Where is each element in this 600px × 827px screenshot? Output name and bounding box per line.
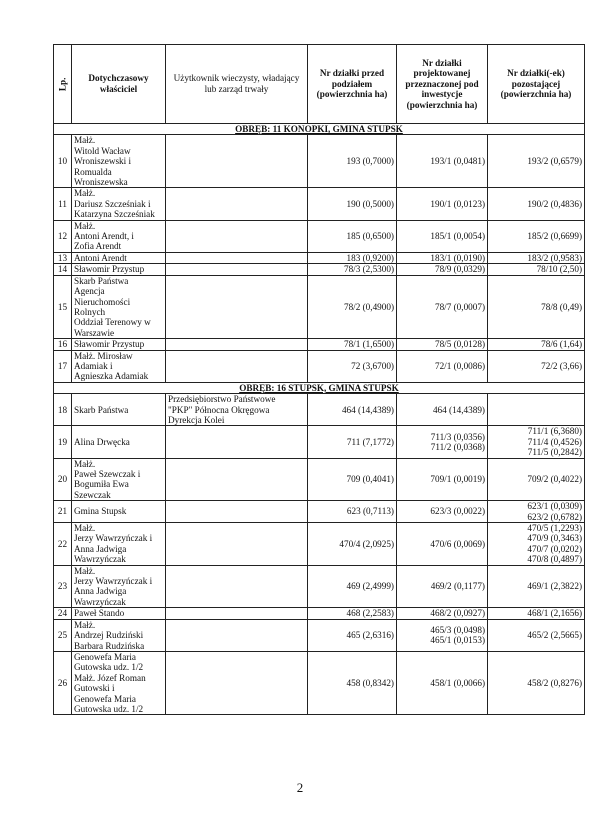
plot-before-cell xyxy=(308,458,397,501)
plot-before-cell xyxy=(308,350,397,382)
owner-line: Oddział Terenowy w xyxy=(74,317,151,328)
owner-line: Adamiak i xyxy=(74,360,113,371)
user-cell xyxy=(166,523,308,566)
row-number: 20 xyxy=(54,458,72,501)
plot-remaining-cell xyxy=(488,135,585,188)
user-cell xyxy=(166,458,308,501)
owner-line: Paweł Szewczak i xyxy=(74,469,141,479)
plot-investment-line: 465/3 (0,0498) xyxy=(430,624,485,635)
table-row xyxy=(54,565,585,608)
owner-line: Andrzej Rudziński xyxy=(74,630,144,641)
owner-line: Dariusz Szcześniak i xyxy=(74,198,151,209)
plot-remaining-cell xyxy=(488,188,585,220)
owner-cell xyxy=(72,350,166,382)
row-number: 12 xyxy=(54,220,72,252)
plot-before-cell xyxy=(308,339,397,350)
owner-line: Bogumiła Ewa xyxy=(74,479,129,490)
row-number: 19 xyxy=(54,426,72,458)
table-row xyxy=(54,458,585,501)
owner-line: Małż. xyxy=(74,619,96,630)
plot-remaining-cell xyxy=(488,394,585,426)
plot-before-line: 190 (0,5000) xyxy=(346,198,394,209)
owner-line: Jerzy Wawrzyńczak i xyxy=(74,533,153,544)
plot-before-cell xyxy=(308,619,397,651)
owner-line: Wawrzyńczak xyxy=(74,596,126,607)
plot-investment-cell xyxy=(397,264,488,275)
plot-before-cell xyxy=(308,651,397,714)
owner-line: Genowefa Maria xyxy=(74,651,136,662)
plot-before-line: 458 (0,8342) xyxy=(346,677,394,688)
owner-cell xyxy=(72,188,166,220)
owner-line: Gutowska udz. 1/2 xyxy=(74,662,144,673)
row-number: 21 xyxy=(54,501,72,523)
plot-before-cell xyxy=(308,501,397,523)
table-row xyxy=(54,651,585,714)
plot-remaining-cell xyxy=(488,619,585,651)
plot-investment-cell xyxy=(397,565,488,608)
owner-line: Alina Drwęcka xyxy=(74,436,130,447)
user-cell xyxy=(166,651,308,714)
owner-line: Szewczak xyxy=(74,489,111,500)
plot-investment-line: 458/1 (0,0066) xyxy=(430,677,485,688)
table-row xyxy=(54,135,585,188)
user-cell xyxy=(166,135,308,188)
table-header-row xyxy=(54,45,585,124)
header-lp: Lp. xyxy=(54,45,72,124)
row-number: 25 xyxy=(54,619,72,651)
plot-remaining-cell xyxy=(488,501,585,523)
plot-investment-cell xyxy=(397,188,488,220)
user-cell xyxy=(166,501,308,523)
owner-line: Małż. Józef Roman xyxy=(74,672,146,683)
table-row xyxy=(54,523,585,566)
owner-cell xyxy=(72,220,166,252)
owner-line: Romualda xyxy=(74,166,112,177)
owner-line: Anna Jadwiga xyxy=(74,586,127,597)
owner-cell xyxy=(72,501,166,523)
owner-line: Wawrzyńczak xyxy=(74,554,126,565)
header-owner: Dotychczasowy właściciel xyxy=(72,45,166,124)
table-row xyxy=(54,350,585,382)
user-cell xyxy=(166,252,308,263)
plot-investment-line: 193/1 (0,0481) xyxy=(430,156,485,167)
table-row xyxy=(54,426,585,458)
owner-line: Małż. xyxy=(74,135,96,146)
plot-before-cell xyxy=(308,135,397,188)
plot-before-line: 465 (2,6316) xyxy=(346,630,394,641)
owner-line: Małż. xyxy=(74,458,96,469)
plot-remaining-line: 78/8 (0,49) xyxy=(541,301,582,312)
plot-remaining-line: 190/2 (0,4836) xyxy=(527,198,582,209)
plot-investment-line: 78/7 (0,0007) xyxy=(434,301,485,312)
plot-remaining-cell xyxy=(488,426,585,458)
plot-remaining-line: 470/7 (0,0202) xyxy=(527,543,582,554)
owner-cell xyxy=(72,619,166,651)
plot-investment-cell xyxy=(397,608,488,619)
user-cell xyxy=(166,188,308,220)
user-cell xyxy=(166,339,308,350)
owner-cell xyxy=(72,252,166,263)
row-number: 15 xyxy=(54,275,72,338)
land-register-table xyxy=(53,44,585,715)
owner-cell xyxy=(72,651,166,714)
plot-investment-cell xyxy=(397,252,488,263)
plot-investment-line: 72/1 (0,0086) xyxy=(434,360,485,371)
owner-line: Małż. xyxy=(74,523,96,534)
owner-line: Agencja xyxy=(74,286,105,297)
owner-cell xyxy=(72,608,166,619)
plot-investment-cell xyxy=(397,619,488,651)
user-cell xyxy=(166,565,308,608)
owner-line: Wroniszewska xyxy=(74,177,128,188)
plot-before-line: 623 (0,7113) xyxy=(346,506,394,517)
owner-line: Barbara Rudzińska xyxy=(74,640,145,651)
table-row xyxy=(54,220,585,252)
plot-remaining-cell xyxy=(488,264,585,275)
plot-investment-line: 465/1 (0,0153) xyxy=(430,635,485,646)
section-title: OBRĘB: 16 STUPSK, GMINA STUPSK xyxy=(54,382,585,393)
owner-line: Witold Wacław xyxy=(74,145,131,156)
plot-before-line: 709 (0,4041) xyxy=(346,474,394,485)
owner-line: Sławomir Przystup xyxy=(74,264,145,275)
plot-remaining-line: 711/5 (0,2842) xyxy=(527,447,582,458)
plot-investment-line: 623/3 (0,0022) xyxy=(430,506,485,517)
plot-investment-cell xyxy=(397,339,488,350)
plot-before-cell xyxy=(308,275,397,338)
plot-before-cell xyxy=(308,220,397,252)
plot-investment-line: 78/9 (0,0329) xyxy=(434,264,485,275)
plot-remaining-line: 78/10 (2,50) xyxy=(536,264,582,275)
plot-before-line: 183 (0,9200) xyxy=(346,252,394,263)
owner-line: Skarb Państwa xyxy=(74,275,129,286)
user-cell xyxy=(166,426,308,458)
owner-line: Małż. Mirosław xyxy=(74,350,133,361)
plot-investment-line: 469/2 (0,1177) xyxy=(430,581,485,592)
plot-remaining-line: 470/8 (0,4897) xyxy=(527,554,582,565)
plot-remaining-cell xyxy=(488,565,585,608)
row-number: 10 xyxy=(54,135,72,188)
plot-remaining-line: 711/1 (6,3680) xyxy=(527,426,582,437)
header-plot-remaining: Nr działki(-ek) pozostającej (powierzchnia ha) xyxy=(488,45,585,124)
plot-remaining-line: 470/5 (1,2293) xyxy=(527,523,582,534)
row-number: 16 xyxy=(54,339,72,350)
owner-line: Antoni Arendt, i xyxy=(74,231,134,242)
owner-line: Paweł Stando xyxy=(74,608,125,619)
table-row xyxy=(54,264,585,275)
plot-remaining-cell xyxy=(488,651,585,714)
plot-investment-line: 78/5 (0,0128) xyxy=(434,339,485,350)
plot-investment-cell xyxy=(397,501,488,523)
row-number: 24 xyxy=(54,608,72,619)
owner-cell xyxy=(72,394,166,426)
owner-line: Skarb Państwa xyxy=(74,404,129,415)
plot-remaining-line: 465/2 (2,5665) xyxy=(527,630,582,641)
user-line: "PKP" Północna Okręgowa xyxy=(168,404,270,415)
plot-before-cell xyxy=(308,426,397,458)
plot-remaining-cell xyxy=(488,523,585,566)
plot-remaining-cell xyxy=(488,350,585,382)
owner-cell xyxy=(72,339,166,350)
owner-cell xyxy=(72,523,166,566)
plot-before-line: 72 (3,6700) xyxy=(351,360,394,371)
owner-line: Rolnych xyxy=(74,306,106,317)
plot-remaining-line: 623/2 (0,6782) xyxy=(527,511,582,522)
plot-remaining-line: 711/4 (0,4526) xyxy=(527,436,582,447)
table-row xyxy=(54,394,585,426)
header-user: Użytkownik wieczysty, władający lub zarząd trwały xyxy=(166,45,308,124)
plot-before-cell xyxy=(308,252,397,263)
row-number: 14 xyxy=(54,264,72,275)
plot-before-cell xyxy=(308,188,397,220)
plot-remaining-line: 469/1 (2,3822) xyxy=(527,581,582,592)
plot-investment-line: 183/1 (0,0190) xyxy=(430,252,485,263)
section-row xyxy=(54,382,585,393)
plot-before-cell xyxy=(308,264,397,275)
page-number: 2 xyxy=(296,780,304,795)
plot-remaining-line: 709/2 (0,4022) xyxy=(527,474,582,485)
plot-before-cell xyxy=(308,565,397,608)
plot-before-line: 78/3 (2,5300) xyxy=(343,264,394,275)
plot-investment-line: 190/1 (0,0123) xyxy=(430,198,485,209)
owner-cell xyxy=(72,426,166,458)
owner-line: Małż. xyxy=(74,188,96,199)
plot-remaining-cell xyxy=(488,220,585,252)
owner-line: Małż. xyxy=(74,565,96,576)
owner-line: Jerzy Wawrzyńczak i xyxy=(74,576,153,587)
user-cell xyxy=(166,350,308,382)
user-cell xyxy=(166,220,308,252)
owner-line: Katarzyna Szcześniak xyxy=(74,209,155,220)
plot-remaining-line: 468/1 (2,1656) xyxy=(527,608,582,619)
owner-line: Anna Jadwiga xyxy=(74,543,127,554)
plot-investment-line: 711/2 (0,0368) xyxy=(430,441,485,452)
section-row xyxy=(54,124,585,135)
user-cell xyxy=(166,264,308,275)
plot-before-line: 78/1 (1,6500) xyxy=(343,339,394,350)
header-plot-investment: Nr działki projektowanej przeznaczonej pod inwestycje (powierzchnia ha) xyxy=(397,45,488,124)
table-row xyxy=(54,339,585,350)
plot-investment-cell xyxy=(397,275,488,338)
plot-investment-line: 185/1 (0,0054) xyxy=(430,231,485,242)
owner-line: Nieruchomości xyxy=(74,296,131,307)
plot-remaining-line: 183/2 (0,9583) xyxy=(527,252,582,263)
plot-investment-cell xyxy=(397,523,488,566)
plot-remaining-cell xyxy=(488,458,585,501)
row-number: 13 xyxy=(54,252,72,263)
owner-line: Gmina Stupsk xyxy=(74,506,127,517)
header-plot-before: Nr działki przed podziałem (powierzchnia ha) xyxy=(308,45,397,124)
plot-before-line: 468 (2,2583) xyxy=(346,608,394,619)
table-row xyxy=(54,619,585,651)
owner-line: Gutowski i xyxy=(74,683,115,694)
table-body xyxy=(54,124,585,715)
user-line: Dyrekcja Kolei xyxy=(168,414,225,425)
row-number: 18 xyxy=(54,394,72,426)
plot-investment-line: 711/3 (0,0356) xyxy=(430,431,485,442)
plot-investment-line: 470/6 (0,0069) xyxy=(430,538,485,549)
owner-line: Agnieszka Adamiak xyxy=(74,371,149,382)
owner-line: Wroniszewski i xyxy=(74,156,132,167)
plot-investment-line: 468/2 (0,0927) xyxy=(430,608,485,619)
owner-cell xyxy=(72,565,166,608)
user-cell xyxy=(166,394,308,426)
plot-before-line: 470/4 (2,0925) xyxy=(339,538,394,549)
owner-line: Warszawie xyxy=(74,327,115,338)
plot-remaining-line: 193/2 (0,6579) xyxy=(527,156,582,167)
plot-remaining-line: 623/1 (0,0309) xyxy=(527,501,582,512)
plot-investment-cell xyxy=(397,394,488,426)
row-number: 26 xyxy=(54,651,72,714)
plot-before-cell xyxy=(308,394,397,426)
plot-remaining-cell xyxy=(488,252,585,263)
row-number: 22 xyxy=(54,523,72,566)
owner-line: Zofia Arendt xyxy=(74,241,122,252)
plot-before-line: 78/2 (0,4900) xyxy=(343,301,394,312)
owner-cell xyxy=(72,135,166,188)
plot-investment-cell xyxy=(397,350,488,382)
plot-remaining-cell xyxy=(488,339,585,350)
table-row xyxy=(54,275,585,338)
table-row xyxy=(54,188,585,220)
plot-before-cell xyxy=(308,523,397,566)
plot-before-line: 711 (7,1772) xyxy=(346,436,394,447)
row-number: 17 xyxy=(54,350,72,382)
table-row xyxy=(54,501,585,523)
plot-remaining-line: 185/2 (0,6699) xyxy=(527,231,582,242)
plot-remaining-line: 470/9 (0,3463) xyxy=(527,533,582,544)
row-number: 23 xyxy=(54,565,72,608)
plot-before-cell xyxy=(308,608,397,619)
section-title: OBRĘB: 11 KONOPKI, GMINA STUPSK xyxy=(54,124,585,135)
owner-line: Sławomir Przystup xyxy=(74,339,145,350)
plot-remaining-line: 78/6 (1,64) xyxy=(541,339,582,350)
owner-line: Antoni Arendt xyxy=(74,252,127,263)
plot-remaining-cell xyxy=(488,608,585,619)
plot-investment-cell xyxy=(397,458,488,501)
plot-investment-cell xyxy=(397,651,488,714)
user-cell xyxy=(166,608,308,619)
plot-investment-cell xyxy=(397,135,488,188)
table-row xyxy=(54,608,585,619)
plot-before-line: 464 (14,4389) xyxy=(341,404,394,415)
owner-line: Małż. xyxy=(74,220,96,231)
user-cell xyxy=(166,275,308,338)
plot-before-line: 193 (0,7000) xyxy=(346,156,394,167)
plot-remaining-line: 72/2 (3,66) xyxy=(541,360,582,371)
plot-remaining-line: 458/2 (0,8276) xyxy=(527,677,582,688)
table-row xyxy=(54,252,585,263)
owner-cell xyxy=(72,275,166,338)
plot-investment-line: 464 (14,4389) xyxy=(432,404,485,415)
owner-cell xyxy=(72,458,166,501)
plot-investment-cell xyxy=(397,426,488,458)
plot-remaining-cell xyxy=(488,275,585,338)
owner-cell xyxy=(72,264,166,275)
plot-before-line: 469 (2,4999) xyxy=(346,581,394,592)
plot-investment-cell xyxy=(397,220,488,252)
owner-line: Gutowska udz. 1/2 xyxy=(74,703,144,714)
plot-before-line: 185 (0,6500) xyxy=(346,231,394,242)
row-number: 11 xyxy=(54,188,72,220)
user-line: Przedsiębiorstwo Państwowe xyxy=(168,394,276,405)
plot-investment-line: 709/1 (0,0019) xyxy=(430,474,485,485)
owner-line: Genowefa Maria xyxy=(74,693,136,704)
user-cell xyxy=(166,619,308,651)
